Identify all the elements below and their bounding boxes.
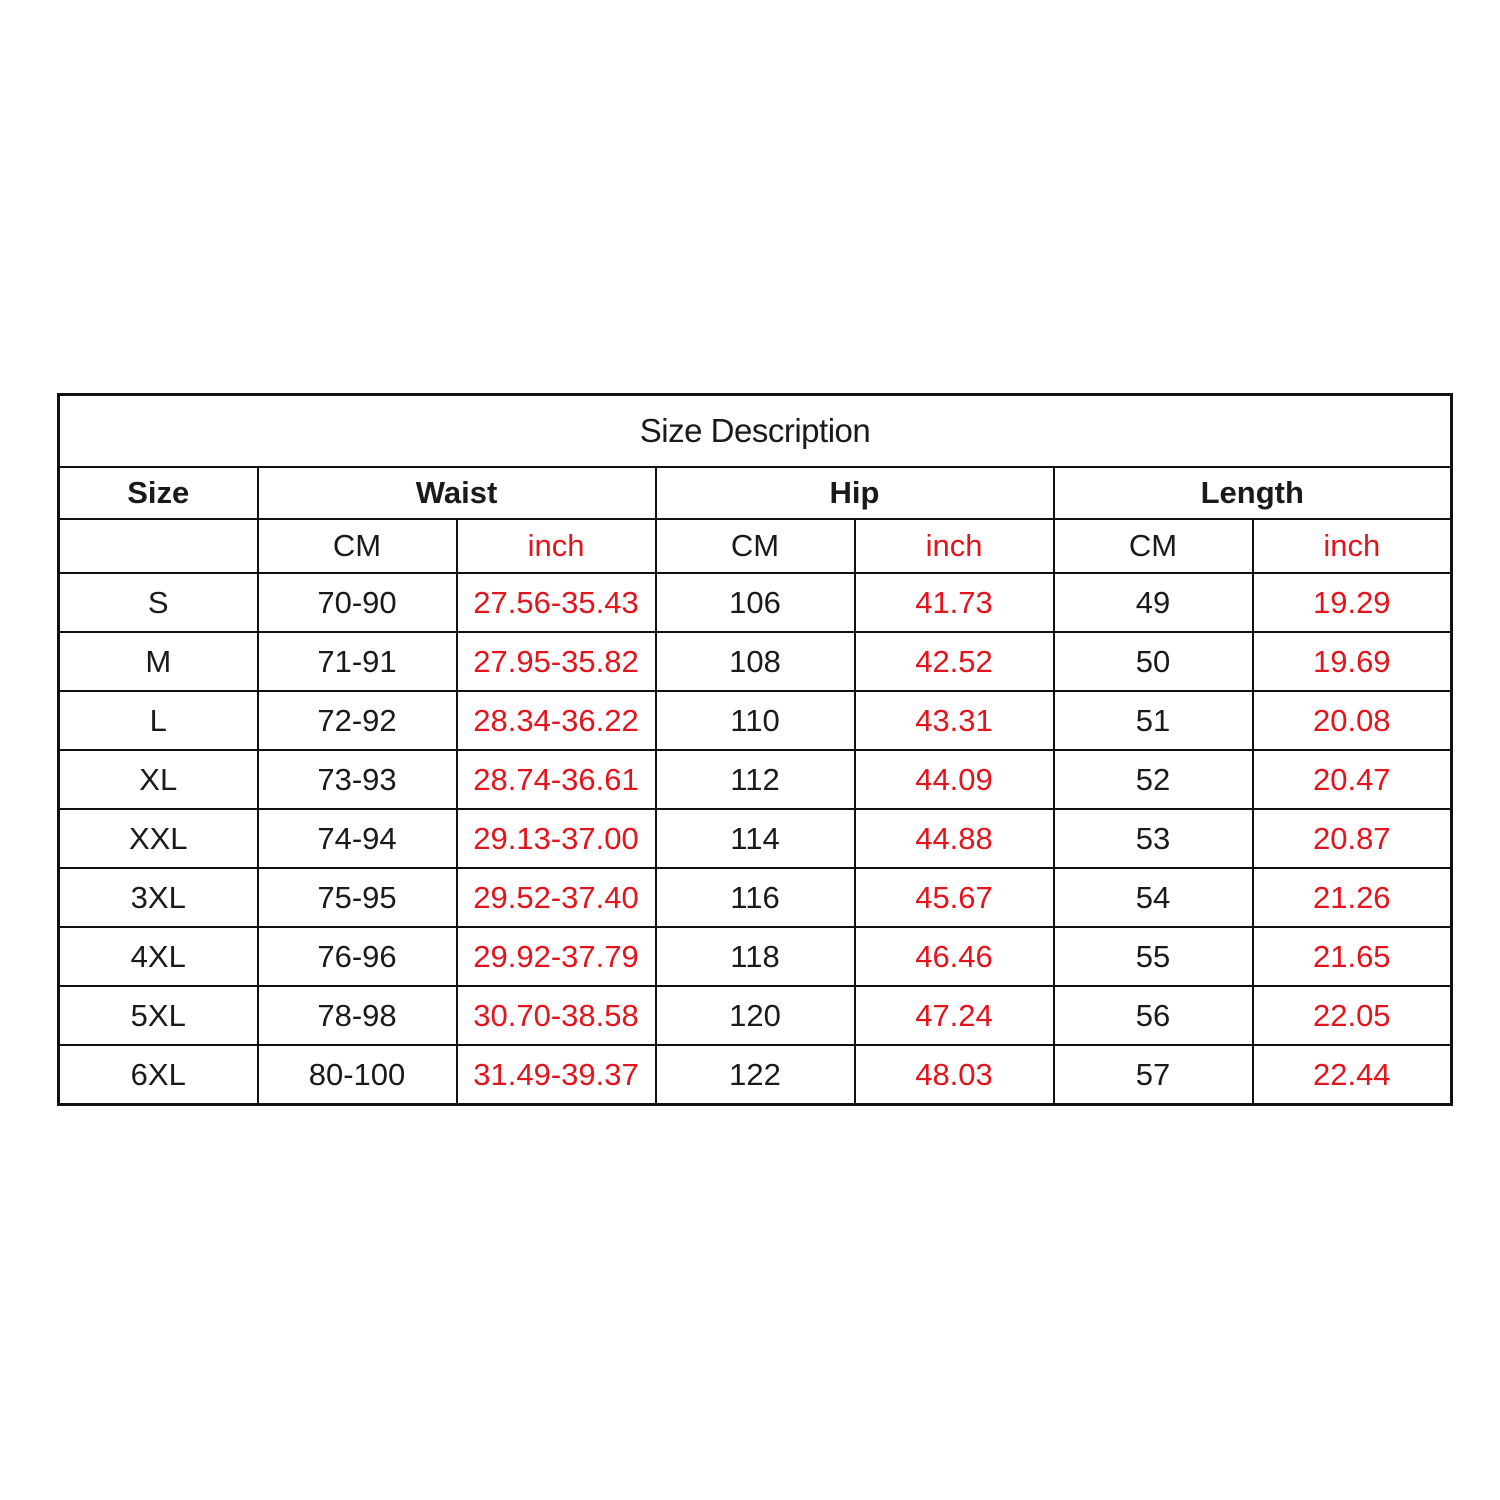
- unit-length-inch: inch: [1253, 519, 1452, 573]
- unit-hip-cm: CM: [656, 519, 855, 573]
- table-data-body: [59, 573, 1452, 1105]
- cell-length-cm: 55: [1054, 927, 1253, 986]
- cell-hip-inch: 45.67: [855, 868, 1054, 927]
- table-row: [59, 986, 1452, 1045]
- cell-length-inch: 19.29: [1253, 573, 1452, 632]
- cell-size: L: [59, 691, 258, 750]
- cell-length-inch: 20.47: [1253, 750, 1452, 809]
- cell-size: XXL: [59, 809, 258, 868]
- cell-length-inch: 21.65: [1253, 927, 1452, 986]
- unit-waist-cm: CM: [258, 519, 457, 573]
- unit-hip-inch: inch: [855, 519, 1054, 573]
- cell-length-cm: 49: [1054, 573, 1253, 632]
- cell-length-cm: 53: [1054, 809, 1253, 868]
- cell-size: S: [59, 573, 258, 632]
- cell-hip-inch: 43.31: [855, 691, 1054, 750]
- cell-waist-cm: 80-100: [258, 1045, 457, 1105]
- cell-size: M: [59, 632, 258, 691]
- cell-length-cm: 52: [1054, 750, 1253, 809]
- cell-length-cm: 51: [1054, 691, 1253, 750]
- cell-waist-cm: 70-90: [258, 573, 457, 632]
- title-row: [59, 395, 1452, 468]
- header-length: Length: [1054, 467, 1452, 519]
- unit-empty-cell: [59, 519, 258, 573]
- cell-waist-cm: 74-94: [258, 809, 457, 868]
- header-hip: Hip: [656, 467, 1054, 519]
- cell-waist-cm: 75-95: [258, 868, 457, 927]
- table-row: [59, 1045, 1452, 1105]
- table-row: [59, 573, 1452, 632]
- table-row: [59, 809, 1452, 868]
- unit-length-cm: CM: [1054, 519, 1253, 573]
- cell-waist-inch: 29.92-37.79: [457, 927, 656, 986]
- table-row: [59, 691, 1452, 750]
- cell-waist-inch: 28.34-36.22: [457, 691, 656, 750]
- cell-size: 3XL: [59, 868, 258, 927]
- cell-waist-cm: 78-98: [258, 986, 457, 1045]
- cell-size: 4XL: [59, 927, 258, 986]
- unit-waist-inch: inch: [457, 519, 656, 573]
- cell-hip-cm: 108: [656, 632, 855, 691]
- cell-waist-cm: 76-96: [258, 927, 457, 986]
- cell-length-inch: 22.05: [1253, 986, 1452, 1045]
- cell-hip-cm: 110: [656, 691, 855, 750]
- header-size: Size: [59, 467, 258, 519]
- cell-hip-inch: 41.73: [855, 573, 1054, 632]
- unit-header-row: [59, 519, 1452, 573]
- cell-hip-inch: 46.46: [855, 927, 1054, 986]
- cell-waist-cm: 73-93: [258, 750, 457, 809]
- cell-waist-inch: 27.56-35.43: [457, 573, 656, 632]
- cell-hip-cm: 120: [656, 986, 855, 1045]
- cell-waist-inch: 29.52-37.40: [457, 868, 656, 927]
- cell-hip-cm: 114: [656, 809, 855, 868]
- cell-size: 5XL: [59, 986, 258, 1045]
- cell-hip-inch: 47.24: [855, 986, 1054, 1045]
- cell-waist-inch: 31.49-39.37: [457, 1045, 656, 1105]
- cell-size: 6XL: [59, 1045, 258, 1105]
- cell-hip-inch: 42.52: [855, 632, 1054, 691]
- cell-waist-inch: 30.70-38.58: [457, 986, 656, 1045]
- cell-hip-inch: 44.09: [855, 750, 1054, 809]
- table-row: [59, 927, 1452, 986]
- cell-length-inch: 20.87: [1253, 809, 1452, 868]
- table-row: [59, 632, 1452, 691]
- cell-waist-cm: 71-91: [258, 632, 457, 691]
- cell-length-inch: 19.69: [1253, 632, 1452, 691]
- group-header-row: [59, 467, 1452, 519]
- cell-length-cm: 57: [1054, 1045, 1253, 1105]
- cell-length-inch: 20.08: [1253, 691, 1452, 750]
- cell-hip-cm: 118: [656, 927, 855, 986]
- size-description-table: [57, 393, 1453, 1106]
- cell-waist-inch: 28.74-36.61: [457, 750, 656, 809]
- cell-hip-cm: 122: [656, 1045, 855, 1105]
- cell-size: XL: [59, 750, 258, 809]
- cell-length-cm: 54: [1054, 868, 1253, 927]
- cell-length-inch: 21.26: [1253, 868, 1452, 927]
- cell-hip-inch: 48.03: [855, 1045, 1054, 1105]
- table-title: Size Description: [59, 395, 1452, 468]
- table-row: [59, 750, 1452, 809]
- cell-length-cm: 56: [1054, 986, 1253, 1045]
- cell-waist-inch: 29.13-37.00: [457, 809, 656, 868]
- cell-waist-cm: 72-92: [258, 691, 457, 750]
- table-row: [59, 868, 1452, 927]
- cell-hip-cm: 116: [656, 868, 855, 927]
- cell-hip-cm: 106: [656, 573, 855, 632]
- cell-length-inch: 22.44: [1253, 1045, 1452, 1105]
- header-waist: Waist: [258, 467, 656, 519]
- cell-length-cm: 50: [1054, 632, 1253, 691]
- cell-hip-inch: 44.88: [855, 809, 1054, 868]
- cell-waist-inch: 27.95-35.82: [457, 632, 656, 691]
- cell-hip-cm: 112: [656, 750, 855, 809]
